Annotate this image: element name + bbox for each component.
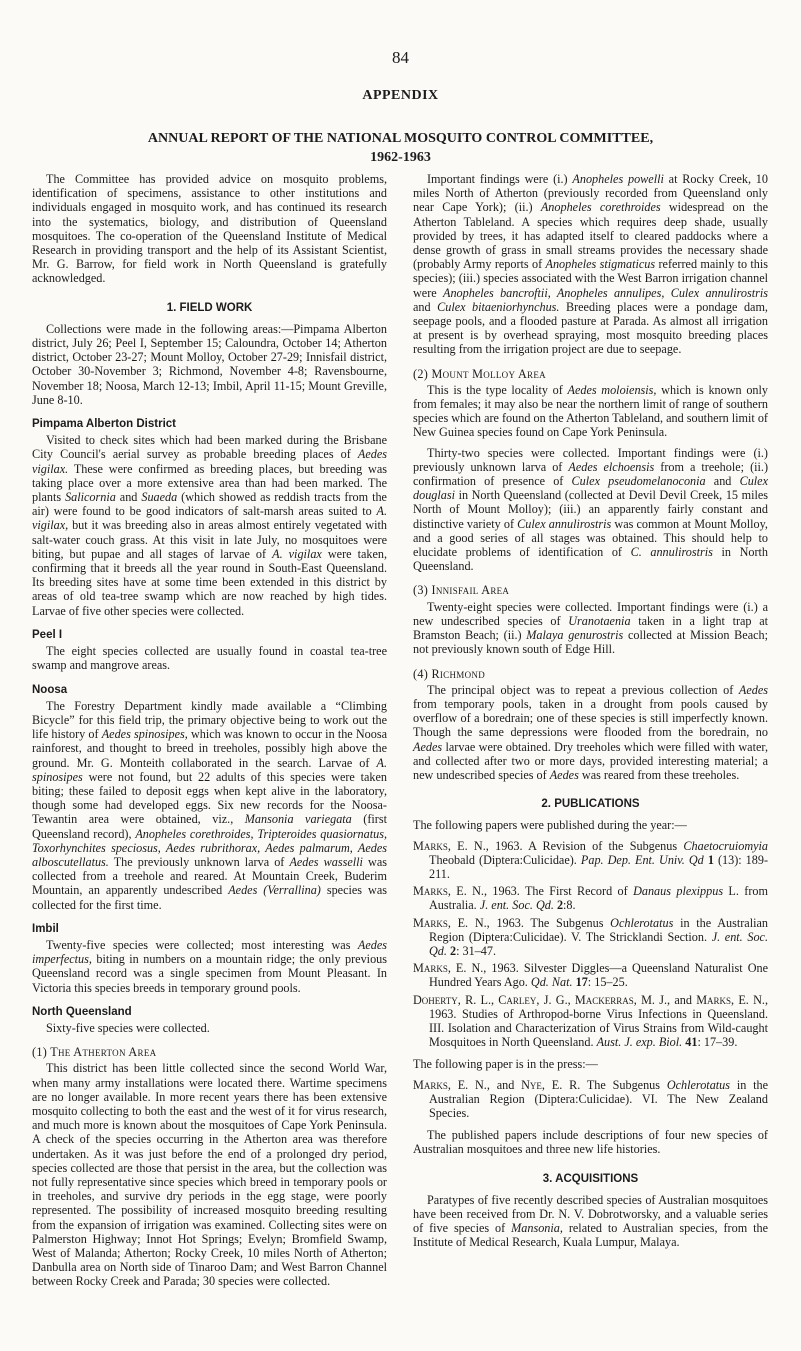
report-title: [30, 129, 771, 167]
molloy-paragraph-2: Thirty-two species were collected. Important findings were (i.) previously unknown larva of Aedes elchoensis from a treehole; (ii.) confirmation of presence of Culex pseudomelanoconia and Culex douglasi in North Queensland (collected at Devil Devil Creek, 15 miles North of Mount Molloy); (iii.) an apparently fairly constant and distinctive variety of Culex annulirostris was common at Mount Molloy, and a good series of all stages was obtained. This should help to elucidate problems of identification of C. annulirostris in North Queensland.: [413, 445, 769, 574]
imbil-heading: Imbil: [32, 922, 59, 935]
reference-3: Marks, E. N., 1963. The Subgenus Ochlerotatus in the Australian Region (Diptera:Culicidae). V. The Stricklandi Section. J. ent. Soc. Qd. 2: 31–47.: [413, 915, 768, 958]
reference-6: Marks, E. N., and Nye, E. R. The Subgenus Ochlerotatus in the Australian Region (Diptera:Culicidae). VI. The New Zealand Species.: [413, 1077, 769, 1120]
innisfail-paragraph: Twenty-eight species were collected. Important findings were (i.) a new undescribed species of Uranotaenia taken in a light trap at Bramston Beach; (ii.) Malaya genurostris collected at Mission Beach; not previously known south of Edge Hill.: [413, 599, 768, 657]
report-title-line2: 1962-1963: [370, 150, 431, 165]
north-queensland-paragraph: Sixty-five species were collected.: [46, 1020, 210, 1035]
acquisitions-paragraph: Paratypes of five recently described species of Australian mosquitoes have been received from Dr. N. V. Dobrotworsky, and a valuable series of five species of Mansonia, related to Australian species, from the Institute of Medical Research, Kuala Lumpur, Malaya.: [413, 1192, 768, 1250]
report-title-line1: ANNUAL REPORT OF THE NATIONAL MOSQUITO CONTROL COMMITTEE,: [147, 131, 654, 146]
reference-1: Marks, E. N., 1963. A Revision of the Subgenus Chaetocruiomyia Theobald (Diptera:Culicidae). Pap. Dep. Ent. Univ. Qd 1 (13): 189-211.: [413, 838, 769, 881]
in-press-intro: The following paper is in the press:—: [413, 1057, 598, 1072]
publications-summary: The published papers include descriptions of four new species of Australian mosquitoes and three new life histories.: [413, 1128, 768, 1157]
page-number: 84: [392, 48, 409, 67]
collections-paragraph: Collections were made in the following areas:—Pimpama Alberton district, July 26; Peel I, September 15; Caloundra, October 14; Atherton district, October 23-27; Mount Molloy, October 27-29; Innisfail district, October 30-November 3; Richmond, November 4-8; Ravensbourne, November 18; Noosa, March 12-13; Imbil, April 11-15; Mount Greville, June 8-10.: [32, 321, 387, 407]
reference-5: Doherty, R. L., Carley, J. G., Mackerras, M. J., and Marks, E. N., 1963. Studies of Arthropod-borne Virus Infections in Queensland. III. Isolation and Characterization of Virus Strains from Wild-caught Mosquitoes in North Queensland. Aust. J. exp. Biol. 41: 17–39.: [413, 992, 768, 1050]
section-field-work-heading: 1. FIELD WORK: [166, 301, 253, 314]
pimpama-heading: Pimpama Alberton District: [32, 418, 176, 431]
molloy-paragraph-1: This is the type locality of Aedes moloiensis, which is known only from females; it may also be near the northern limit of range of southern species which are found on the Atherton Tableland, and southern limit of New Guinea species found on Cape York Peninsula.: [413, 382, 768, 440]
publications-intro: The following papers were published during the year:—: [413, 818, 687, 833]
pimpama-paragraph: Visited to check sites which had been marked during the Brisbane City Council's aerial survey as probable breeding places of Aedes vigilax. These were confirmed as breeding places, but breeding was taking place over a more extensive area than had been marked. The plants Salicornia and Suaeda (which showed as reddish tracts from the air) were found to be good indicators of salt-marsh areas suited to A. vigilax, but it was breeding also in areas almost entirely vegetated with salt-water couch grass. At this visit in late July, no mosquitoes were biting, but pupae and all stages of larvae of A. vigilax were taken, confirming that it breeds all the year round in South-East Queensland. Its breeding sites have at some time been extended in this district by areas of old tea-tree swamp which are now reached by high tides. Larvae of five other species were collected.: [32, 433, 388, 618]
north-queensland-heading: North Queensland: [32, 1005, 132, 1018]
appendix-heading: APPENDIX: [362, 88, 439, 103]
innisfail-heading: (3) Innisfail Area: [413, 583, 510, 598]
section-publications-heading: 2. PUBLICATIONS: [541, 798, 640, 811]
reference-4: Marks, E. N., 1963. Silvester Diggles—a Queensland Naturalist One Hundred Years Ago. Qd. Nat. 17: 15–25.: [413, 961, 768, 990]
left-column: [32, 172, 387, 1295]
imbil-paragraph: Twenty-five species were collected; most interesting was Aedes imperfectus, biting in numbers on a mountain ridge; the only previous Queensland record was a single specimen from Mount Pleasant. In Victoria this species breeds in temporary ground pools.: [32, 937, 387, 995]
noosa-heading: Noosa: [32, 683, 68, 696]
intro-paragraph: The Committee has provided advice on mosquito problems, identification of specimens, assistance to other institutions and individuals engaged in mosquito work, and has continued its research into the systematics, biology, and distribution of Queensland mosquitoes. The co-operation of the Queensland Institute of Medical Research in providing transport and the help of its Assistant Scientist, Mr. G. Barrow, for field work in North Queensland is gratefully acknowledged.: [32, 172, 387, 286]
atherton-area-heading: (1) The Atherton Area: [32, 1045, 157, 1060]
atherton-paragraph: This district has been little collected since the second World War, when many army installations were located there. Wartime specimens are no longer available. In more recent years there has been extensive mosquito collecting to both the east and the west of it for virus research, and much more is known about the mosquitoes of Cape York Peninsula. A check of the species occurring in the Atherton area was therefore undertaken. As it was just before the end of a prolonged dry period, species collected are those that persist in the area, but the collection was not fully representative since species which breed in temporary pools or in treeholes, and survive dry periods in the egg stage, were poorly represented. The possibility of increased mosquito breeding resulting from the expansion of irrigation was examined. Collecting sites were on Palmerston Highway; Innot Hot Springs; Evelyn; Bromfield Swamp, West of Malanda; Atherton; Rocky Creek, 10 miles North of Atherton; Danbulla area on North side of Tinaroo Dam; and West Barron Channel between Rocky Creek and Parada; 30 species were collected.: [32, 1061, 387, 1289]
mount-molloy-heading: (2) Mount Molloy Area: [413, 366, 546, 381]
atherton-findings-paragraph: Important findings were (i.) Anopheles powelli at Rocky Creek, 10 miles North of Atherton (previously recorded from Queensland only near Cape York); (ii.) Anopheles corethroides widespread on the Atherton Tableland. A species which requires deep shade, usually provided by trees, it has adapted itself to cleared paddocks where a dense growth of grass in small streams provides the necessary shade (probably Army reports of Anopheles stigmaticus referred mainly to this species); (iii.) species associated with the West Barron irrigation channel were Anopheles bancroftii, Anopheles annulipes, Culex annulirostris and Culex bitaeniorhynchus. Breeding places were a pondage dam, seepage pools, and a flooded pasture at Parada. As almost all irrigation at present is by overhead spraying, most mosquito breeding places resulting from the irrigation project are due to seepage.: [413, 172, 768, 357]
peel-heading: Peel I: [32, 628, 63, 641]
richmond-heading: (4) Richmond: [413, 666, 485, 681]
richmond-paragraph: The principal object was to repeat a previous collection of Aedes from temporary pools, taken in a drought from pools caused by overflow of a boredrain; one of these species is still imperfectly known. Though the same depressions were flooded from the boredrain, no Aedes larvae were obtained. Dry treeholes which were filled with water, and collected after two or more days, provided interesting material; a new undescribed species of Aedes was reared from these treeholes.: [413, 682, 768, 782]
right-column: [413, 172, 768, 1256]
reference-2: Marks, E. N., 1963. The First Record of Danaus plexippus L. from Australia. J. ent. Soc. Qd. 2:8.: [413, 884, 768, 913]
peel-paragraph: The eight species collected are usually found in coastal tea-tree swamp and mangrove areas.: [32, 644, 387, 673]
section-acquisitions-heading: 3. ACQUISITIONS: [542, 1172, 639, 1185]
noosa-paragraph: The Forestry Department kindly made available a “Climbing Bicycle” for this field trip, the primary objective being to work out the life history of Aedes spinosipes, which was known to occur in the Noosa rainforest, and thought to breed in treeholes, possibly high above the ground. Mr. G. Monteith collaborated in the search. Larvae of A. spinosipes were not found, but 22 adults of this species were taken biting; these failed to deposit eggs when kept alive in the laboratory, though some had developed eggs. Six new records for the Noosa-Tewantin area were obtained, viz., Mansonia variegata (first Queensland record), Anopheles corethroides, Tripteroides quasiornatus, Toxorhynchites speciosus, Aedes rubrithorax, Aedes palmarum, Aedes alboscutellatus. The previously unknown larva of Aedes wasselli was collected from a treehole and reared. At Mountain Creek, Buderim Mountain, an apparently undescribed Aedes (Verrallina) species was collected for the first time.: [32, 698, 388, 912]
